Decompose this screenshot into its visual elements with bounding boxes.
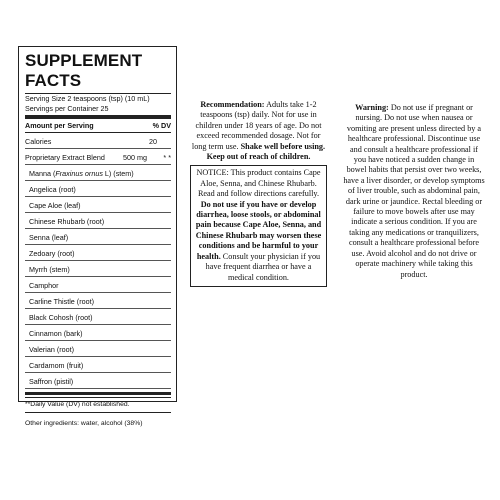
blend-dv: * * bbox=[163, 153, 171, 162]
ingredient-row bbox=[25, 373, 171, 389]
serving-size: Serving Size 2 teaspoons (tsp) (10 mL) bbox=[25, 94, 150, 103]
ingredient-row bbox=[25, 245, 171, 261]
amount-header-row bbox=[25, 121, 171, 133]
ingredient-latin-name: Fraxinus ornus bbox=[55, 169, 103, 178]
amount-per-serving-label: Amount per Serving bbox=[25, 121, 94, 130]
calories-value: 20 bbox=[149, 137, 157, 146]
ingredient-name: Saffron (pistil) bbox=[29, 377, 74, 386]
blend-amount: 500 mg bbox=[123, 153, 147, 162]
calories-label: Calories bbox=[25, 137, 52, 146]
ingredient-name: Cardamom (fruit) bbox=[29, 361, 84, 370]
ingredient-row bbox=[25, 357, 171, 373]
notice-box bbox=[190, 165, 327, 286]
ingredient-name: Chinese Rhubarb (root) bbox=[29, 217, 105, 226]
ingredient-row bbox=[25, 325, 171, 341]
ingredient-name: Zedoary (root) bbox=[29, 249, 75, 258]
supplement-facts-panel bbox=[18, 46, 177, 427]
notice-bold: Do not use if you have or develop diarrhea, loose stools, or abdominal pain because Cape Aloe, Senna, and Chinese Rhubarb may worsen these conditions and be harmful to your health. bbox=[195, 199, 322, 261]
ingredient-row bbox=[25, 197, 171, 213]
warning-column bbox=[343, 103, 485, 280]
ingredient-list bbox=[25, 165, 171, 389]
ingredient-row bbox=[25, 213, 171, 229]
thick-divider bbox=[25, 115, 171, 119]
ingredient-name: Angelica (root) bbox=[29, 185, 76, 194]
warning-body: Do not use if pregnant or nursing. Do not use when nausea or vomiting are present unless directed by a healthcare professional. Discontinue use and consult a healthcare professional if you have noticed a sudden change in bowel habits that persist over two weeks, have a liver disorder, or develop symptoms of liver trouble, such as abdominal pain, dark urine or jaundice. Rectal bleeding or failure to move bowels after use may indicate a serious condition. If you are taking any medications or tranquilizers, consult a healthcare professional before use. Avoid alcohol and do not drive or operate machinery while taking this product. bbox=[343, 103, 485, 279]
facts-title: SUPPLEMENT FACTS bbox=[25, 51, 171, 94]
other-ingredients: Other ingredients: water, alcohol (38%) bbox=[25, 419, 143, 427]
ingredient-name: Myrrh (stem) bbox=[29, 265, 70, 274]
ingredient-name: Carline Thistle (root) bbox=[29, 297, 94, 306]
recommendation-body: Adults take 1-2 teaspoons (tsp) daily. Not for use in children under 18 years of age. Do not exceed recommended dosage. Not for long term use. bbox=[191, 100, 322, 151]
ingredient-name: Cinnamon (bark) bbox=[29, 329, 83, 338]
ingredient-name: Manna (Fraxinus ornus L) (stem) bbox=[29, 169, 134, 178]
ingredient-name: Valerian (root) bbox=[29, 345, 75, 354]
blend-name: Proprietary Extract Blend bbox=[25, 153, 105, 162]
directions-column bbox=[190, 100, 327, 287]
ingredient-name: Camphor bbox=[29, 281, 59, 290]
ingredient-row bbox=[25, 165, 171, 181]
dv-footnote: **Daily Value (DV) not established. bbox=[25, 397, 171, 413]
ingredient-name: Senna (leaf) bbox=[29, 233, 69, 242]
servings-per-container: Servings per Container 25 bbox=[25, 104, 109, 113]
ingredient-row bbox=[25, 341, 171, 357]
ingredient-row bbox=[25, 309, 171, 325]
notice-outro: Consult your physician if you have frequent diarrhea or have a medical condition. bbox=[205, 251, 321, 282]
warning-label: Warning: bbox=[355, 103, 389, 112]
ingredient-row bbox=[25, 229, 171, 245]
ingredient-row bbox=[25, 293, 171, 309]
blend-row bbox=[25, 149, 171, 165]
recommendation-bold: Shake well before using. Keep out of reach of children. bbox=[206, 141, 326, 162]
recommendation-label: Recommendation: bbox=[200, 100, 265, 109]
ingredient-name: Black Cohosh (root) bbox=[29, 313, 93, 322]
calories-row bbox=[25, 133, 171, 149]
notice-intro: NOTICE: This product contains Cape Aloe, Senna, and Chinese Rhubarb. Read and follow directions carefully. bbox=[196, 168, 321, 199]
medium-divider bbox=[25, 392, 171, 395]
ingredient-name: Cape Aloe (leaf) bbox=[29, 201, 81, 210]
recommendation-text bbox=[190, 100, 327, 162]
ingredient-row bbox=[25, 181, 171, 197]
ingredient-row bbox=[25, 277, 171, 293]
dv-header: % DV bbox=[152, 121, 171, 130]
ingredient-row bbox=[25, 261, 171, 277]
